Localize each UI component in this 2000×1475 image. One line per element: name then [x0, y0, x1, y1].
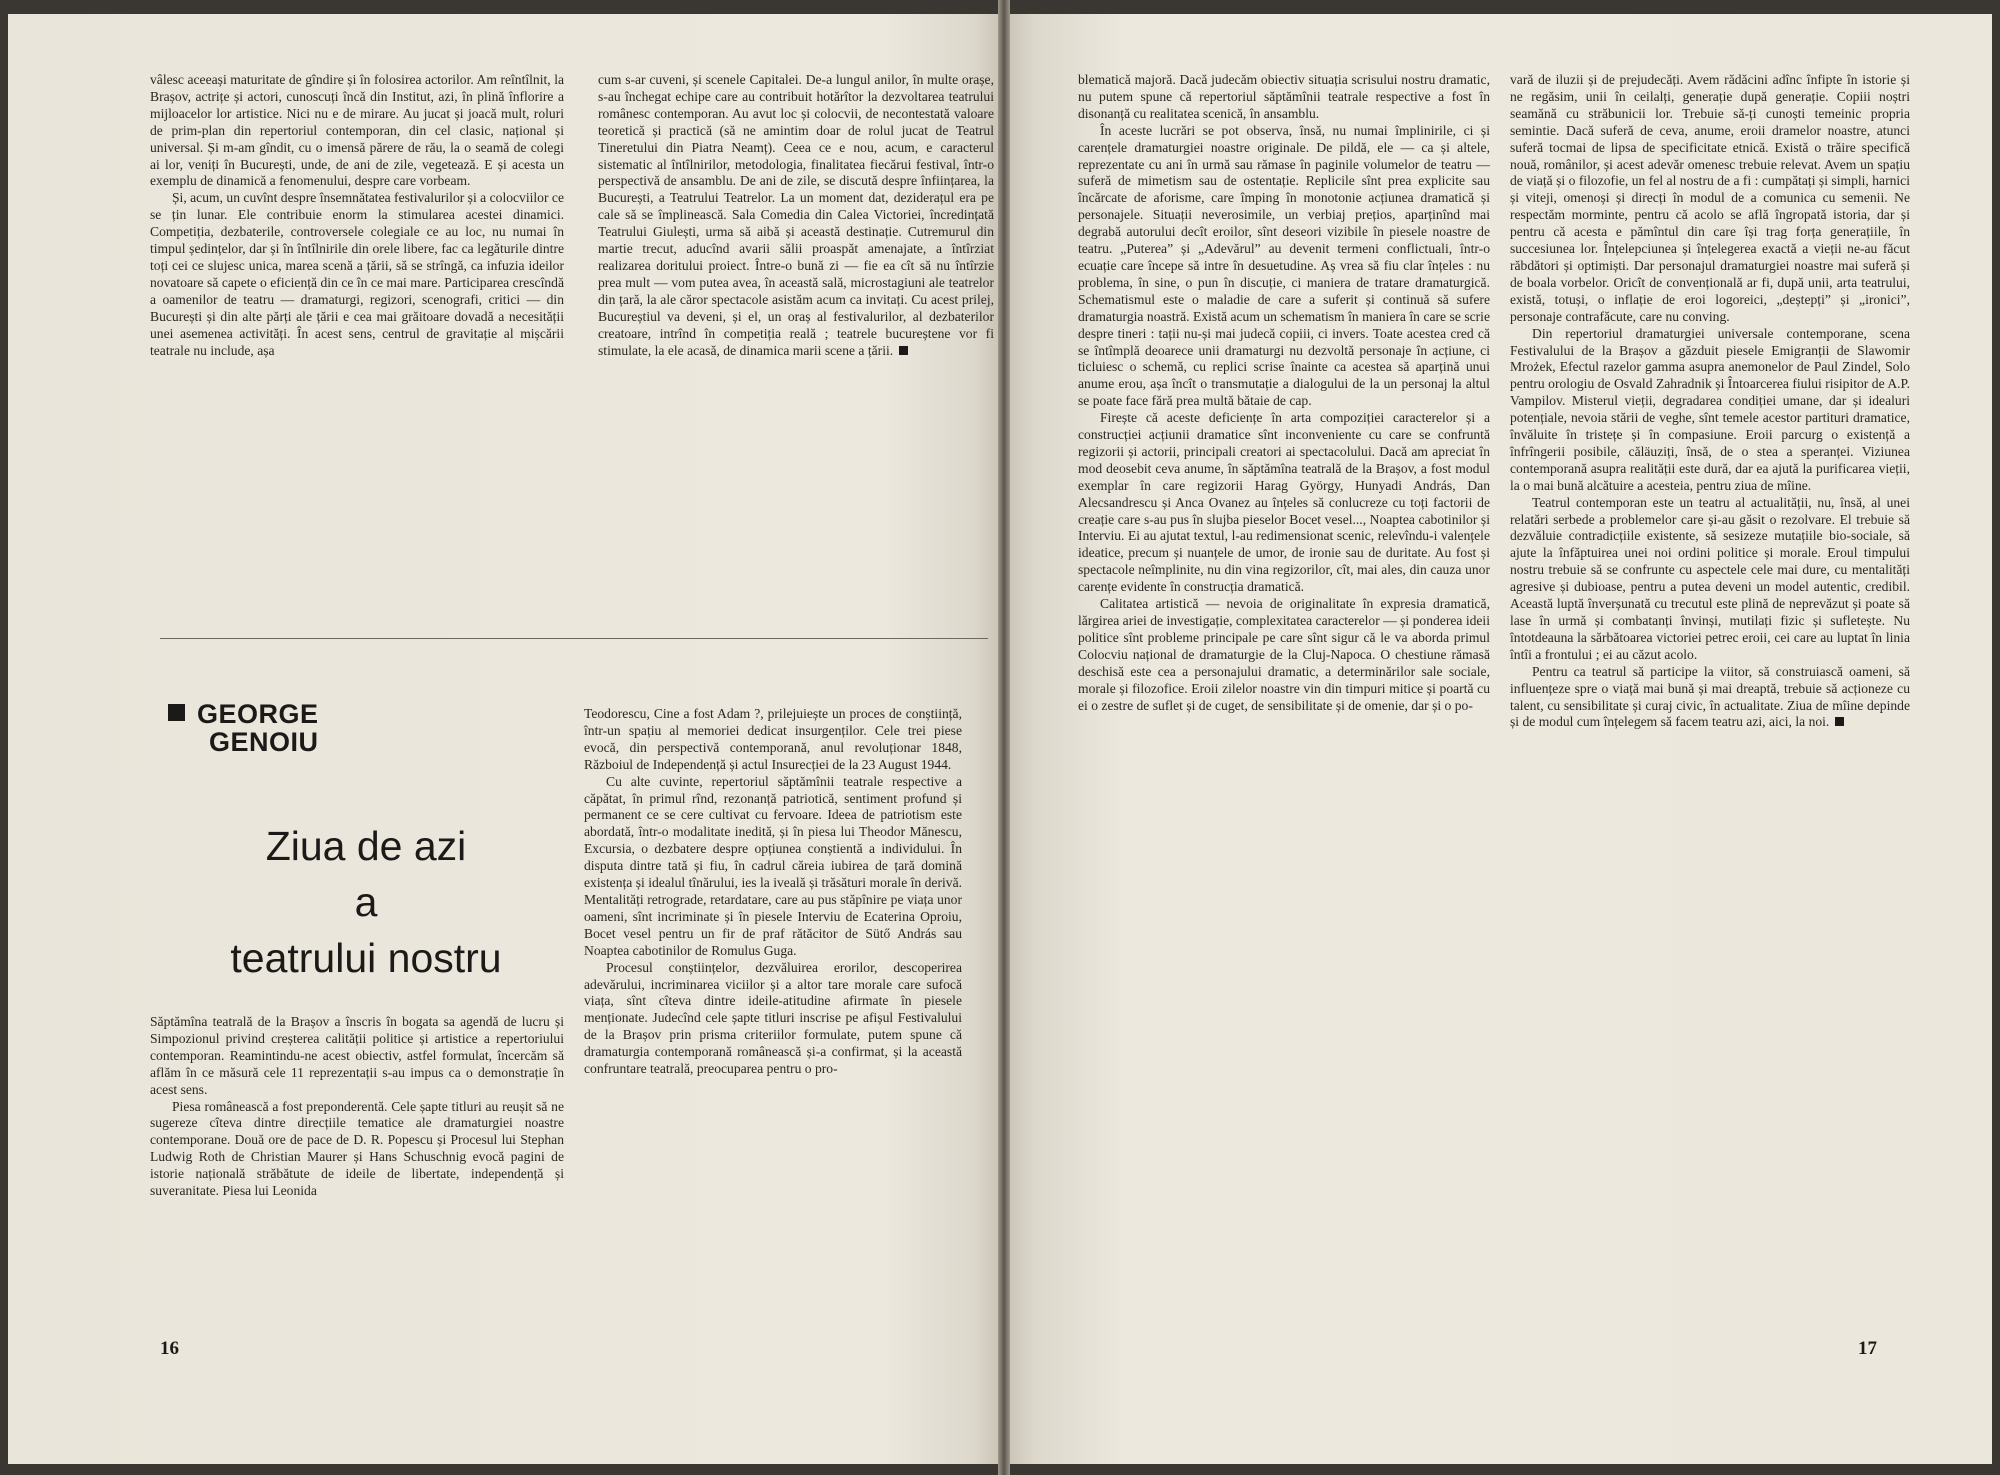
black-square-icon	[168, 704, 185, 721]
paragraph: Procesul conștiințelor, dezvăluirea erorilor, descoperirea adevărului, incriminarea viciilor și a altor tare morale care sufocă viața, sînt cîteva dintre ideile-atitudine afirmate în piesele menționate. Judecînd cele șapte titluri inscrise pe afișul Festivalului de la Brașov prin prisma criteriilor formulate, putem spune că dramaturgia contemporană românească și-a confirmat, și la această confruntare teatrală, preocuparea pentru o pro-	[584, 959, 962, 1077]
paragraph: Piesa românească a fost preponderentă. Cele șapte titluri au reușit să ne sugereze cîteva dintre direcțiile tematice ale dramaturgiei noastre contemporane. Două ore de pace de D. R. Popescu și Procesul lui Stephan Ludwig Roth de Christian Maurer și Hans Schuschnig evocă pagini de istorie națională străbătute de ideile de libertate, independență și suveranitate. Piesa lui Leonida	[150, 1098, 564, 1199]
right-column-1	[1078, 72, 1490, 714]
paragraph: În aceste lucrări se pot observa, însă, nu numai împlinirile, ci și carențele dramaturgiei noastre originale. De pildă, ele — ca și altele, reprezentate cu ani în urmă sau rămase în paginile volumelor de teatru — suferă de mimetism sau de ostentație. Replicile sînt prea explicite sau încărcate de aforisme, care împing în monotonie acțiunea dramatică și personajele. Situații neverosimile, un verbiaj prețios, aparținînd mai degrabă autorului decît eroilor, sînt deseori vizibile în piesele noastre de teatru. „Puterea” și „Adevărul” au devenit termeni conflictuali, într-o ecuație care începe să intre în desuetudine. Aș vrea să fiu clar înțeles : nu problema, în sine, o pun în discuție, ci maniera de tratare dramaturgică. Schematismul este o maladie de care a suferit și continuă să sufere dramaturgia noastră. Există acum un schematism în maniera în care se scrie despre tineri : tații nu-și mai judecă copiii, ci invers. Toate acestea cred că se întîmplă deoarece unii dramaturgi nu dezvoltă personaje în acțiune, ci ticluiesc o schemă, cu replici scrise înainte ca acestea să aparțină unui anume erou, așa încît o transmutație a dialogului de la un personaj la altul se poate face fără prea multă bătaie de cap.	[1078, 122, 1490, 409]
left-bottom-column-2	[584, 706, 962, 1078]
section-divider	[160, 638, 988, 639]
paragraph: Din repertoriul dramaturgiei universale contemporane, scena Festivalului de la Brașov a găzduit piesele Emigranții de Slawomir Mrożek, Efectul razelor gamma asupra anemonelor de Paul Zindel, Solo pentru orologiu de Osvald Zahradnik și Întoarcerea fiului risipitor de A.P. Vampilov. Misterul vieții, degradarea condiției umane, dar și idealuri potențiale, nevoia stării de veghe, sînt temele acestor partituri dramatice, învăluite în tristețe și în compasiune. Eroii parcurg o existență a înfrîngerii posibile, căläuziți, însă, de o stea a speranței. Viziunea contemporană asupra realității este dură, dar ea ajută la purificarea vieții, la o mai bună alcătuire a acesteia, pentru ziua de mîine.	[1510, 325, 1910, 493]
author-name: GEORGE GENOIU	[168, 700, 319, 756]
page-number-left: 16	[160, 1338, 179, 1359]
paragraph: cum s-ar cuveni, și scenele Capitalei. De-a lungul anilor, în multe orașe, s-au închegat echipe care au contribuit hotărîtor la dezvoltarea teatrului românesc contemporan. Au avut loc și colocvii, de necontestată valoare teoretică și practică (să ne amintim doar de rolul jucat de Teatrul Tineretului din Piatra Neamț). Ceea ce e nou, acum, e caracterul sistematic al întîlnirilor, metodologia, finalitatea fiecărui festival, într-o perspectivă de ansamblu. De ani de zile, se discută despre înființarea, la București, a Teatrului Teatrelor. La un moment dat, deziderațul era pe cale să se împlinească. Sala Comedia din Calea Victoriei, încredințată Teatrului Giulești, urma să aibă și această destinație. Cutremurul din martie trecut, aducînd avarii sălii proaspăt amenajate, a întîrziat realizarea doritului proiect. Între-o bună zi — fie ea cît să nu întîrzie prea mult — vom putea avea, în această sală, microstagiuni ale teatrelor din țară, la ale căror spectacole asistăm acum ca invitați. Cu acest prilej, Bucureștiul va deveni, și el, un oraș al festivalurilor, al dezbaterilor creatoare, intrînd în competiția reală ; teatrele bucureștene vor fi stimulate, la ele acasă, de dinamica marii scene a țării.	[598, 72, 994, 358]
end-of-article-mark	[1835, 717, 1844, 726]
paragraph: Și, acum, un cuvînt despre însemnătatea festivalurilor și a colocviilor ce se țin lunar. Ele contribuie enorm la stimularea acestei dinamici. Competiția, dezbaterile, controversele colegiale ce au loc, nu numai în timpul ședințelor, dar și în întîlnirile din orele libere, fac ca legăturile dintre toți cei ce slujesc unica, marea scenă a țării, să se strîngă, ca infuzia ideilor novatoare să capete o eficiență din ce în ce mai mare. Participarea crescîndă a oamenilor de teatru — dramaturgi, regizori, scenografi, critici — din București și din alte părți ale țării e cea mai grăitoare dovadă a necesității unei asemenea activități. În acest sens, centrul de gravitație al mișcării teatrale nu include, așa	[150, 190, 564, 358]
paragraph: Cu alte cuvinte, repertoriul săptămînii teatrale respective a căpătat, în primul rînd, rezonanță patriotică, sentiment profund și permanent ce se cere cultivat cu fervoare. Ideea de patriotism este abordată, într-o modalitate inedită, și în piesa lui Theodor Mănescu, Excursia, o dezbatere despre opțiunea conștientă a individului. În disputa dintre tată și fiu, în cadrul căreia iubirea de țară domină existența și idealul tînărului, ies la iveală și trăsături morale în derivă. Mentalități retrograde, retardatare, care au pus stăpînire pe viața unor oameni, sînt incriminate și în piesele Interviu de Ecaterina Oproiu, Bocet vesel pentru un fir de praf rătăcitor de Sütő András sau Noaptea cabotinilor de Romulus Guga.	[584, 773, 962, 958]
paragraph: blematică majoră. Dacă judecăm obiectiv situația scrisului nostru dramatic, nu putem spune că repertoriul săptămînii teatrale respective a fost în disonanță cu realitatea scenică, în ansamblu.	[1078, 72, 1490, 121]
end-of-article-mark	[899, 346, 908, 355]
paragraph: Teatrul contemporan este un teatru al actualității, nu, însă, al unei relatări serbede a problemelor care și-au găsit o rezolvare. El trebuie să dezvăluie contradicțiile existente, să sesizeze mutațiile bio-sociale, să ajute la înfăptuirea unei noi ordini politice și morale. Eroul timpului nostru trebuie să se confrunte cu aspectele cele mai dure, cu mentalități agresive și dubioase, pentru a putea deveni un model autentic, credibil. Această luptă înverșunată cu trecutul este plină de neprevăzut și poate să lase în urmă și combatanți învinși, mutilați fizic și sufletește. Nu întotdeauna la sărbătoarea victoriei petrec eroii, cei care au luptat în linia întîi a frontului ; ei au căzut acolo.	[1510, 494, 1910, 662]
left-top-column-2	[598, 72, 994, 359]
right-column-2	[1510, 72, 1910, 731]
page-number-right: 17	[1858, 1338, 1877, 1359]
left-bottom-column-1	[150, 1014, 564, 1200]
page-gutter	[998, 0, 1010, 1475]
paragraph: Săptămîna teatrală de la Brașov a înscris în bogata sa agendă de lucru și Simpozionul privind creșterea calității politice și artistice a repertoriului contemporan. Reamintindu-ne acest obiectiv, astfel formulat, încercăm să aflăm în ce măsură cele 11 reprezentații s-au impus ca o demonstrație în acest sens.	[150, 1014, 564, 1097]
paragraph: Firește că aceste deficiențe în arta compoziției caracterelor și a construcției acțiunii dramatice sînt inconveniente cu care se confruntă regizorii și actorii, principali creatori ai spectacolului. Dacă am apreciat în mod deosebit ceva anume, în săptămîna teatrală de la Brașov, a fost modul exemplar în care regizorii Harag György, Hunyadi András, Dan Alecsandrescu și Anca Ovanez au înțeles să conlucreze cu toți factorii de creație care s-au pus în slujba pieselor Bocet vesel..., Noaptea cabotinilor și Interviu. Ei au ajutat textul, l-au redimensionat scenic, relevîndu-i valențele ideatice, precum și nuanțele de umor, de ironie sau de duritate. Au fost și spectacole neîmplinite, nu din vina regizorilor, cît, mai ales, din cauza unor carențe evidente în construcția dramatică.	[1078, 410, 1490, 595]
paragraph: vâlesc aceeași maturitate de gîndire și în folosirea actorilor. Am reîntîlnit, la Brașov, actrițe și actori, cunoscuți încă din Institut, azi, în plină înflorire a mijloacelor lor artistice. Nici nu e de mirare. Au jucat și joacă mult, roluri de prim-plan din repertoriul contemporan, din cel clasic, național și universal. Și m-am gîndit, cu o imensă părere de rău, la o seamă de colegi ai lor, veniți în București, unde, de ani de zile, vegetează. E și acesta un exemplu de dinamică a fenomenului, despre care vorbeam.	[150, 72, 564, 189]
paragraph: Calitatea artistică — nevoia de originalitate în expresia dramatică, lărgirea ariei de investigație, complexitatea caracterelor — și ponderea ideii politice sînt probleme principale pe care sînt sigur că le va aborda primul Colocviu național de dramaturgie de la Cluj-Napoca. O chestiune rămasă deschisă este cea a personajului dramatic, a determinărilor sale sociale, morale și filozofice. Eroii zilelor noastre vin din timpuri mitice și poartă cu ei o zestre de suflet și de cuget, de sensibilitate și de omenie, dar și o po-	[1078, 596, 1490, 713]
paragraph: vară de iluzii și de prejudecăți. Avem rădăcini adînc înfipte în istorie și ne regăsim, unii în ceilalți, generație după generație. Copiii noștri seamănă cu străbunicii lor. Trebuie să-ți cunoști temeinic propria semintie. Dacă suferă de ceva, anume, eroii dramelor noastre, atunci suferă tocmai de lipsa de specificitate etnică. Există o trăire specifică nouă, românilor, și acest adevăr omenesc trebuie relevat. Avem un spațiu de viață și o filozofie, un fel al nostru de a fi : cumpătați și simpli, harnici și viteji, omenoși și direcți în modul de a comunica cu semenii. Ne respectăm morminte, pentru că acolo se află îngropată istoria, dar și pentru că acesta e pămîntul din care își trag forța generațiile, în succesiunea lor. Înțelepciunea și înțelegerea exactă a vieții ne-au făcut răbdători și optimiști. Dar personajul dramaturgiei noastre mai suferă și de boala vorbelor. Oricît de convențională ar fi, după unii, arta teatrului, există, totuși, o inflație de eroi logoreici, „deștepți” și „ironici”, personaje contrafăcute, care nu conving.	[1510, 72, 1910, 324]
paragraph: Teodorescu, Cine a fost Adam ?, prilejuiește un proces de conștiință, într-un spațiu al memoriei dedicat insurgenților. Cele trei piese evocă, din perspectivă contemporană, anul revoluționar 1848, Războiul de Independență și actul Insurecției de la 23 August 1944.	[584, 706, 962, 772]
left-top-column-1	[150, 72, 564, 359]
paragraph: Pentru ca teatrul să participe la viitor, să construiască oameni, să influențeze spre o viață mai bună și mai dreaptă, trebuie să acționeze cu talent, cu sensibilitate și curaj civic, în actualitate. Ziua de mîine depinde și de modul cum înțelegem să facem teatru azi, aici, la noi.	[1510, 663, 1910, 730]
article-title: Ziua de azi a teatrului nostru	[230, 823, 502, 981]
